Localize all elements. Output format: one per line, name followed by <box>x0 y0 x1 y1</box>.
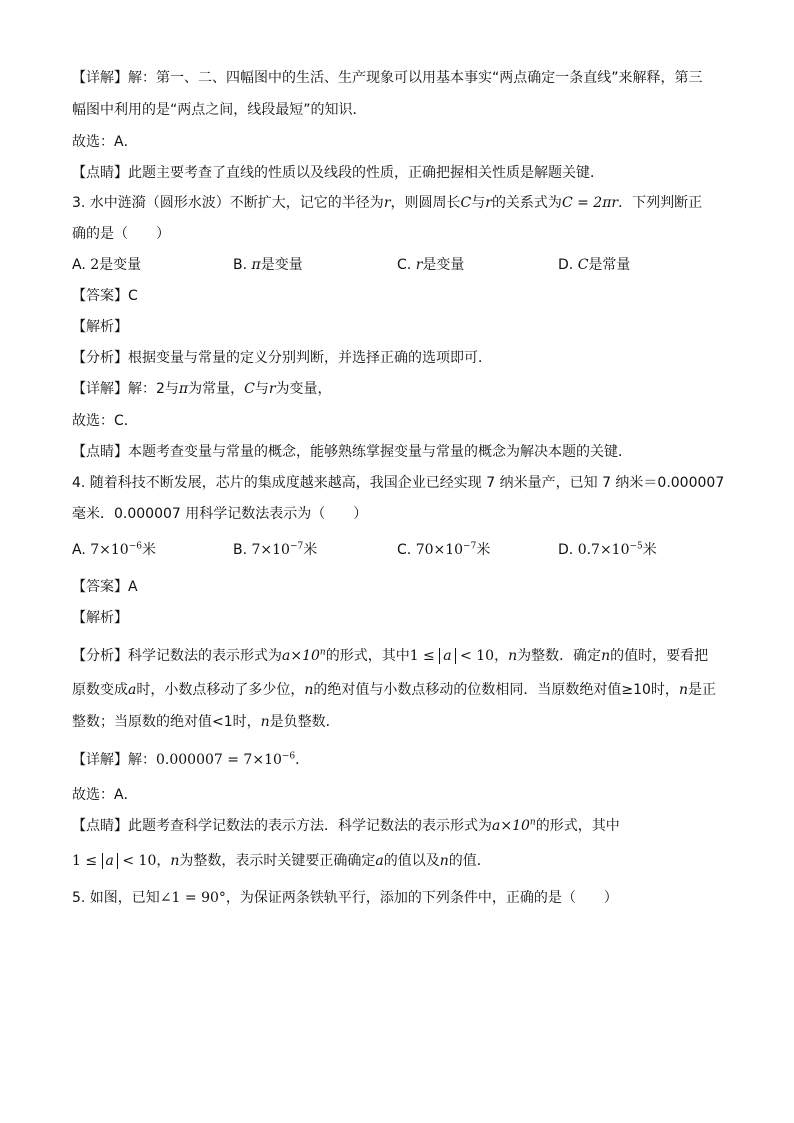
q3-stem-text: 与 <box>471 195 486 211</box>
inline-text: 【详解】解：2与 <box>72 381 179 397</box>
inline-text: r <box>268 381 276 397</box>
inline-text: −6 <box>128 541 142 552</box>
inline-text: 时，小数点移动了多少位， <box>136 682 305 698</box>
inline-text: 的形式，其中 <box>535 818 620 834</box>
inline-text: 1 ≤ <box>72 853 102 869</box>
inline-text: 70×10 <box>415 542 464 558</box>
inline-text: −6 <box>281 751 296 762</box>
inline-text: 为变量， <box>275 381 332 397</box>
inline-text: a×10 <box>282 648 320 664</box>
q2-comment: 【点睛】此题主要考查了直线的性质以及线段的性质，正确把握相关性质是解题关键． <box>72 165 604 181</box>
q3-option-a <box>72 255 141 275</box>
q4-comment-line-2 <box>72 851 491 871</box>
inline-text: a <box>439 648 455 664</box>
inline-text: 为整数，表示时关键要正确确定 <box>179 853 376 869</box>
q4-stem-line-2: 毫米．0.000007 用科学记数法表示为（ ） <box>72 506 368 522</box>
inline-text: D. <box>558 542 578 558</box>
inline-text: 【详解】解： <box>72 752 156 768</box>
inline-text: ， <box>156 853 171 869</box>
q3-formula: C = 2πr <box>561 195 619 211</box>
inline-text: 7×10 <box>251 542 290 558</box>
inline-text: 米 <box>642 542 657 558</box>
inline-text: 整数；当原数的绝对值<1时， <box>72 714 261 730</box>
inline-text: 与 <box>254 381 269 397</box>
inline-text: B. <box>233 542 252 558</box>
q3-option-d <box>558 255 630 275</box>
inline-text: 的绝对值与小数点移动的位数相同．当原数绝对值≥10时， <box>313 682 679 698</box>
q4-choice: 故选：A． <box>72 787 138 803</box>
inline-text: ，为保证两条铁轨平行，添加的下列条件中，正确的是（ ） <box>225 890 618 906</box>
q4-answer: 【答案】A <box>72 579 138 595</box>
inline-text: 0.000007 = 7×10 <box>156 752 282 768</box>
q3-var-C: C <box>460 195 472 211</box>
inline-text: C. <box>397 257 416 273</box>
inline-text: 【点睛】此题考查科学记数法的表示方法．科学记数法的表示形式为 <box>72 818 492 834</box>
inline-text: a×10 <box>492 818 530 834</box>
inline-text: ∠1 = 90° <box>159 890 226 906</box>
q4-fenxi-line-1 <box>72 646 708 666</box>
inline-text: −5 <box>629 541 643 552</box>
q3-stem-line-1 <box>72 193 702 213</box>
q3-fenxi: 【分析】根据变量与常量的定义分别判断，并选择正确的选项即可． <box>72 350 492 366</box>
inline-text: 是正 <box>687 682 716 698</box>
q4-stem-line-1: 4. 随着科技不断发展，芯片的集成度越来越高，我国企业已经实现 7 纳米量产，已知 7 纳米＝0.000007 <box>72 475 725 491</box>
inline-text: n <box>260 714 270 730</box>
inline-text: < 10 <box>455 648 495 664</box>
q3-answer: 【答案】C <box>72 288 138 304</box>
inline-text: 1 ≤ <box>409 648 440 664</box>
q3-option-b <box>233 255 303 275</box>
inline-text: 为常量， <box>188 381 245 397</box>
q3-var-r: r <box>485 195 492 211</box>
inline-text: 0.7×10 <box>577 542 630 558</box>
q4-fenxi-line-3 <box>72 712 340 732</box>
inline-text: 米 <box>476 542 491 558</box>
inline-text: 是负整数． <box>269 714 340 730</box>
inline-text: 7×10 <box>90 542 129 558</box>
inline-text: 原数变成 <box>72 682 128 698</box>
q2-choice: 故选：A． <box>72 134 138 150</box>
q4-option-b <box>233 540 317 560</box>
inline-text: C <box>244 381 255 397</box>
q4-option-a <box>72 540 156 560</box>
q3-var-r: r <box>383 195 391 211</box>
inline-text: 5. 如图，已知 <box>72 890 160 906</box>
inline-text: < 10 <box>117 853 157 869</box>
inline-text: ， <box>494 648 509 664</box>
inline-text: n <box>439 853 449 869</box>
inline-text: ． <box>295 752 310 768</box>
q4-option-d <box>558 540 657 560</box>
q3-choice: 故选：C． <box>72 413 138 429</box>
inline-text: 是变量 <box>99 257 142 273</box>
q5-stem <box>72 888 618 908</box>
inline-text: n <box>319 647 326 658</box>
q3-stem-text: ，则圆周长 <box>390 195 461 211</box>
inline-text: 的值． <box>448 853 491 869</box>
q3-comment: 【点睛】本题考查变量与常量的概念，能够熟练掌握变量与常量的概念为解决本题的关键． <box>72 444 632 460</box>
inline-text: n <box>678 682 688 698</box>
q3-option-c <box>397 255 464 275</box>
inline-text: r <box>415 257 423 273</box>
inline-text: A. <box>72 542 91 558</box>
q3-stem-text: 3. 水中涟漪（圆形水波）不断扩大，记它的半径为 <box>72 195 384 211</box>
inline-text: 的形式，其中 <box>325 648 410 664</box>
q3-stem-line-2: 确的是（ ） <box>72 226 170 242</box>
q4-analysis-heading: 【解析】 <box>72 610 128 626</box>
inline-text: 为整数．确定 <box>517 648 602 664</box>
inline-text: n <box>170 853 180 869</box>
inline-text: 是变量 <box>422 257 465 273</box>
inline-text: a <box>375 853 384 869</box>
inline-text: −7 <box>289 541 304 552</box>
q2-detail-line-1: 【详解】解：第一、二、四幅图中的生活、生产现象可以用基本事实“两点确定一条直线”来解释，第三 <box>72 70 703 86</box>
q4-fenxi-line-2 <box>72 680 716 700</box>
inline-text: 【分析】科学记数法的表示形式为 <box>72 648 282 664</box>
inline-text: 的值以及 <box>383 853 440 869</box>
inline-text: D. <box>558 257 578 273</box>
q3-detail <box>72 379 332 399</box>
inline-text: −7 <box>463 541 477 552</box>
inline-text: 米 <box>303 542 318 558</box>
inline-text: 是变量 <box>260 257 303 273</box>
q3-analysis-heading: 【解析】 <box>72 319 128 335</box>
inline-text: a <box>102 853 118 869</box>
inline-text: n <box>508 648 518 664</box>
inline-text: B. <box>233 257 252 273</box>
inline-text: C. <box>397 542 416 558</box>
inline-text: 米 <box>141 542 156 558</box>
q4-comment-line-1 <box>72 816 620 836</box>
q4-detail <box>72 750 309 770</box>
q3-stem-text: ．下列判断正 <box>618 195 703 211</box>
inline-text: π <box>178 381 189 397</box>
inline-text: a <box>128 682 137 698</box>
inline-text: A. <box>72 257 91 273</box>
inline-text: C <box>577 257 589 273</box>
inline-text: n <box>304 682 314 698</box>
inline-text: n <box>529 817 536 828</box>
inline-text: 的值时，要看把 <box>610 648 709 664</box>
q2-detail-line-2: 幅图中利用的是“两点之间，线段最短”的知识． <box>72 102 367 118</box>
inline-text: 是常量 <box>588 257 631 273</box>
inline-text: π <box>251 257 261 273</box>
q4-option-c <box>397 540 490 560</box>
inline-text: n <box>601 648 611 664</box>
inline-text: 2 <box>90 257 100 273</box>
q3-stem-text: 的关系式为 <box>491 195 562 211</box>
